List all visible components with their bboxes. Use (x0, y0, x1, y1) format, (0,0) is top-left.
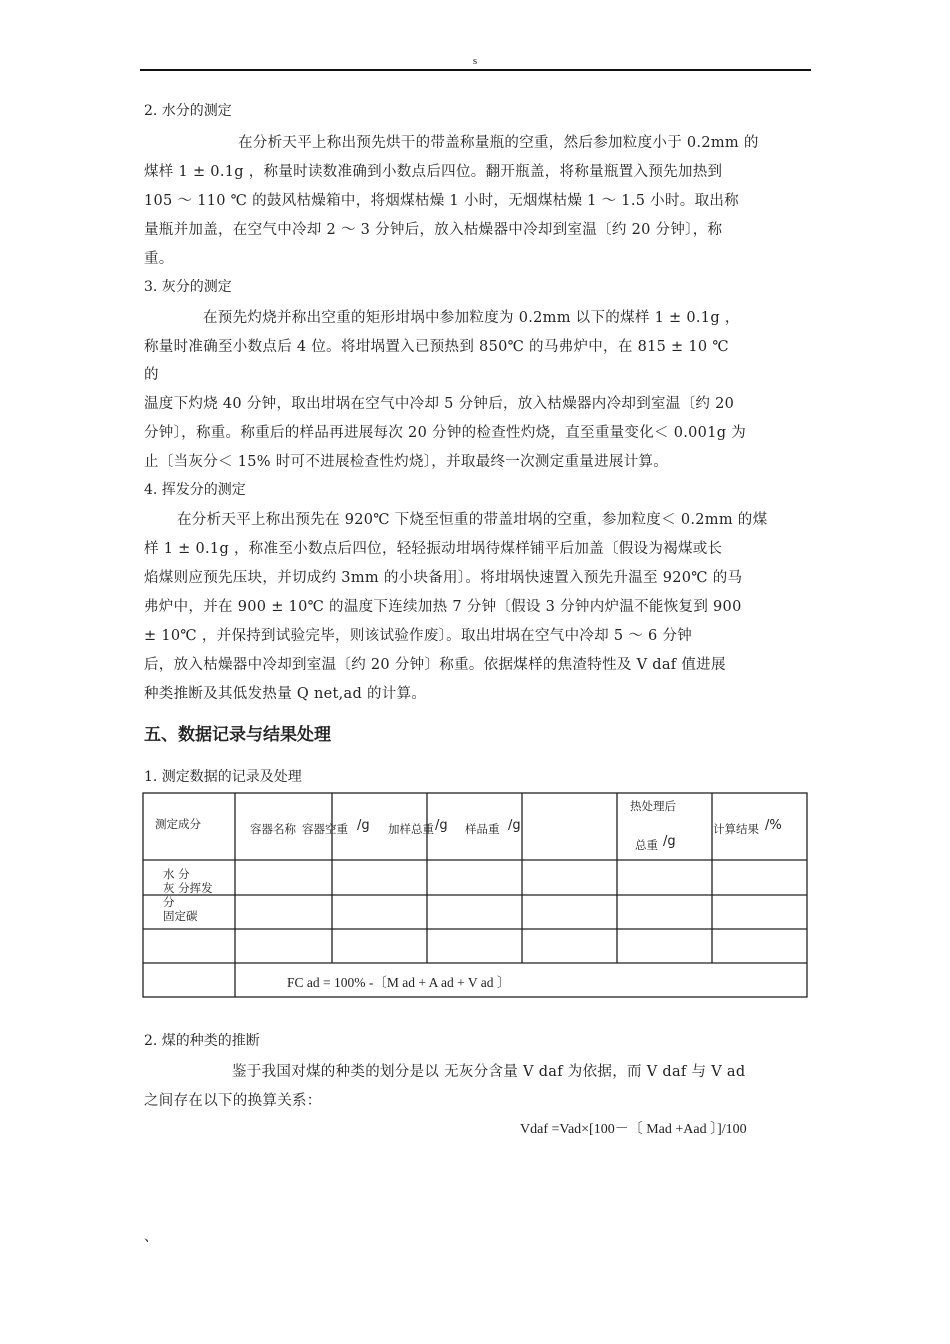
ash-paragraph-line: 的 (144, 367, 159, 383)
table-header-unit: /g (508, 818, 521, 833)
table-header-result: 计算结果 (713, 822, 759, 836)
table-header-container-weight: 容器空重 (302, 822, 348, 836)
table-header-sample-weight: 样品重 (465, 822, 500, 836)
volatile-section-title: 4. 挥发分的测定 (144, 482, 246, 498)
table-header-unit: /g (357, 818, 370, 833)
water-paragraph-line: 重。 (144, 251, 174, 267)
ash-paragraph-line: 温度下灼烧 40 分钟，取出坩埚在空气中冷却 5 分钟后，放入枯燥器内冷却到室温〔约 20 (144, 396, 735, 412)
footer-mark: 、 (144, 1229, 158, 1245)
ash-paragraph-line: 止〔当灰分＜ 15% 时可不进展检查性灼烧〕，并取最终一次测定重量进展计算。 (144, 454, 669, 470)
table-header-after-heating: 热处理后 (630, 799, 676, 813)
table-formula-fixed-carbon: FC ad = 100% -〔M ad + A ad + V ad 〕 (287, 975, 511, 990)
volatile-paragraph-line: 种类推断及其低发热量 Q net,ad 的计算。 (144, 686, 427, 702)
vdaf-conversion-formula: Vdaf =Vad×[100－〔 Mad +Aad 〕]/100 (520, 1122, 747, 1137)
table-row-label-moisture: 水 分 (163, 867, 190, 881)
volatile-paragraph-line: 样 1 ± 0.1g ，称准至小数点后四位，轻轻振动坩埚待煤样铺平后加盖〔假设为褐煤或长 (144, 541, 723, 557)
results-section-heading: 五、数据记录与结果处理 (144, 725, 331, 745)
ash-paragraph-line: 称量时准确至小数点后 4 位。将坩埚置入已预热到 850℃ 的马弗炉中，在 815 ± 10 ℃ (144, 339, 729, 355)
volatile-paragraph-line: ± 10℃ ，并保持到试验完毕，则该试验作废〕。取出坩埚在空气中冷却 5 ～ 6 分钟 (144, 628, 693, 644)
coal-kind-paragraph-line: 鉴于我国对煤的种类的划分是以 无灰分含量 V daf 为依据，而 V daf 与 V ad (232, 1064, 746, 1080)
table-header-total-weight: 加样总重 (388, 822, 434, 836)
coal-kind-section-title: 2. 煤的种类的推断 (144, 1033, 260, 1049)
table-row-label-fixed-carbon: 固定碳 (163, 909, 198, 923)
table-header-container-name: 容器名称 (250, 822, 296, 836)
table-title: 1. 测定数据的记录及处理 (144, 769, 302, 785)
coal-kind-paragraph-line: 之间存在以下的换算关系： (144, 1093, 322, 1109)
water-section-title: 2. 水分的测定 (144, 103, 232, 119)
table-header-unit: /g (663, 834, 676, 849)
water-paragraph-line: 煤样 1 ± 0.1g ，称量时读数准确到小数点后四位。翻开瓶盖，将称量瓶置入预先加热到 (144, 164, 723, 180)
volatile-paragraph-line: 后，放入枯燥器中冷却到室温〔约 20 分钟〕称重。依据煤样的焦渣特性及 V daf 值进展 (144, 657, 726, 673)
water-paragraph-line: 在分析天平上称出预先烘干的带盖称量瓶的空重，然后参加粒度小于 0.2mm 的 (238, 135, 759, 151)
water-paragraph-line: 105 ～ 110 ℃ 的鼓风枯燥箱中，将烟煤枯燥 1 小时，无烟煤枯燥 1 ～ 1.5 小时。取出称 (144, 193, 739, 209)
ash-section-title: 3. 灰分的测定 (144, 279, 232, 295)
table-row-label-ash-volatile: 灰 分挥发 (163, 881, 213, 895)
volatile-paragraph-line: 在分析天平上称出预先在 920℃ 下烧至恒重的带盖坩埚的空重，参加粒度＜ 0.2mm 的煤 (177, 512, 768, 528)
table-header-component: 测定成分 (155, 817, 201, 831)
table-header-unit: /g (435, 818, 448, 833)
table-header-unit: /% (765, 818, 782, 833)
volatile-paragraph-line: 弗炉中，并在 900 ± 10℃ 的温度下连续加热 7 分钟〔假设 3 分钟内炉温不能恢复到 900 (144, 599, 742, 615)
ash-paragraph-line: 在预先灼烧并称出空重的矩形坩埚中参加粒度为 0.2mm 以下的煤样 1 ± 0.1g ， (203, 310, 740, 326)
volatile-paragraph-line: 焰煤则应预先压块，并切成约 3mm 的小块备用〕。将坩埚快速置入预先升温至 920℃ 的马 (144, 570, 743, 586)
table-header-total: 总重 (635, 838, 658, 852)
water-paragraph-line: 量瓶并加盖，在空气中冷却 2 ～ 3 分钟后，放入枯燥器中冷却到室温〔约 20 分钟〕，称 (144, 222, 723, 238)
table-row-label-volatile-cont: 分 (163, 895, 175, 909)
page-header-mark: s (472, 55, 478, 67)
ash-paragraph-line: 分钟〕，称重。称重后的样品再进展每次 20 分钟的检查性灼烧，直至重量变化＜ 0.001g 为 (144, 425, 747, 441)
